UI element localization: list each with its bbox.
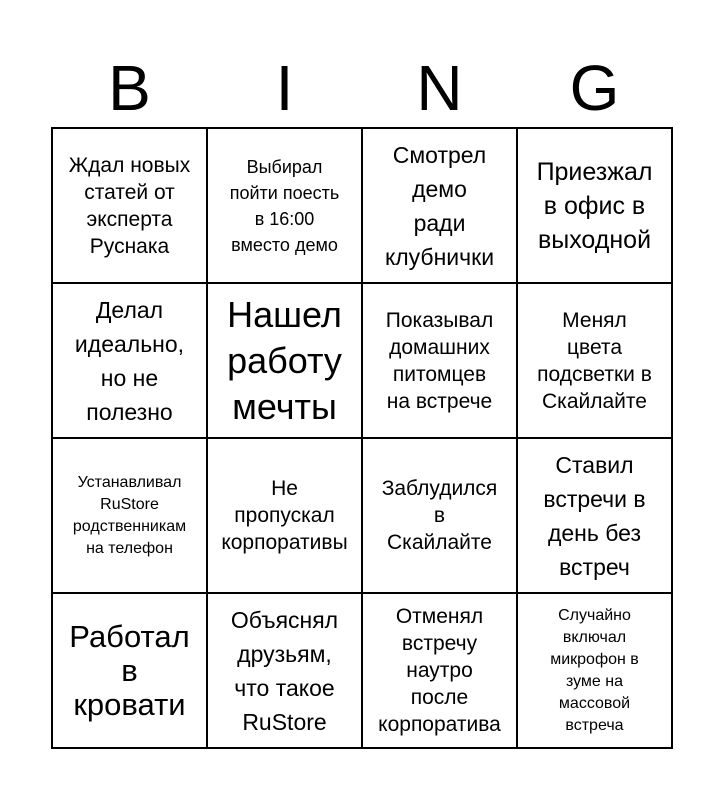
bingo-cell-r2c3[interactable] <box>363 284 518 439</box>
bingo-board <box>51 127 673 749</box>
cell-text: Отменял встречу наутро после корпоратива <box>378 605 501 736</box>
bingo-cell-r3c4[interactable] <box>518 439 673 594</box>
bingo-cell-r3c1[interactable] <box>53 439 208 594</box>
cell-text: Делал идеально, но не полезно <box>74 296 185 425</box>
bingo-cell-r1c4[interactable] <box>518 129 673 284</box>
cell-text: Смотрел демо ради клубнички <box>384 141 495 270</box>
bingo-cell-r1c2[interactable] <box>208 129 363 284</box>
bingo-cell-r2c1[interactable] <box>53 284 208 439</box>
cell-text: Показывал домашних питомцев на встрече <box>385 308 494 413</box>
cell-text: Приезжал в офис в выходной <box>536 157 653 254</box>
bingo-cell-r2c2[interactable] <box>208 284 363 439</box>
bingo-cell-r2c4[interactable] <box>518 284 673 439</box>
bingo-cell-r1c3[interactable] <box>363 129 518 284</box>
bingo-cell-r3c3[interactable] <box>363 439 518 594</box>
bingo-cell-r4c2[interactable] <box>208 594 363 749</box>
cell-text: Менял цвета подсветки в Скайлайте <box>537 308 652 413</box>
header-letter-g: G <box>569 52 620 124</box>
cell-text: Работал в кровати <box>69 618 190 722</box>
cell-text: Заблудился в Скайлайте <box>381 477 498 554</box>
cell-text: Объяснял друзьям, что такое RuStore <box>230 606 339 735</box>
cell-text: Устанавливал RuStore родственникам на телефон <box>72 473 187 557</box>
cell-text: Ставил встречи в день без встреч <box>543 451 646 580</box>
cell-text: Не пропускал корпоративы <box>221 477 348 554</box>
cell-text: Случайно включал микрофон в зуме на массовой встреча <box>550 606 639 734</box>
header-letter-b: B <box>108 52 151 124</box>
bingo-cell-r4c1[interactable] <box>53 594 208 749</box>
cell-text: Выбирал пойти поесть в 16:00 вместо демо <box>229 156 340 255</box>
cell-text: Нашел работу мечты <box>227 293 342 427</box>
cell-text: Ждал новых статей от эксперта Руснака <box>68 153 191 258</box>
bingo-cell-r4c4[interactable] <box>518 594 673 749</box>
header-letter-i: I <box>275 52 294 124</box>
bingo-cell-r3c2[interactable] <box>208 439 363 594</box>
bingo-cell-r4c3[interactable] <box>363 594 518 749</box>
bingo-header <box>52 48 672 128</box>
bingo-cell-r1c1[interactable] <box>53 129 208 284</box>
header-letter-n: N <box>416 52 463 124</box>
